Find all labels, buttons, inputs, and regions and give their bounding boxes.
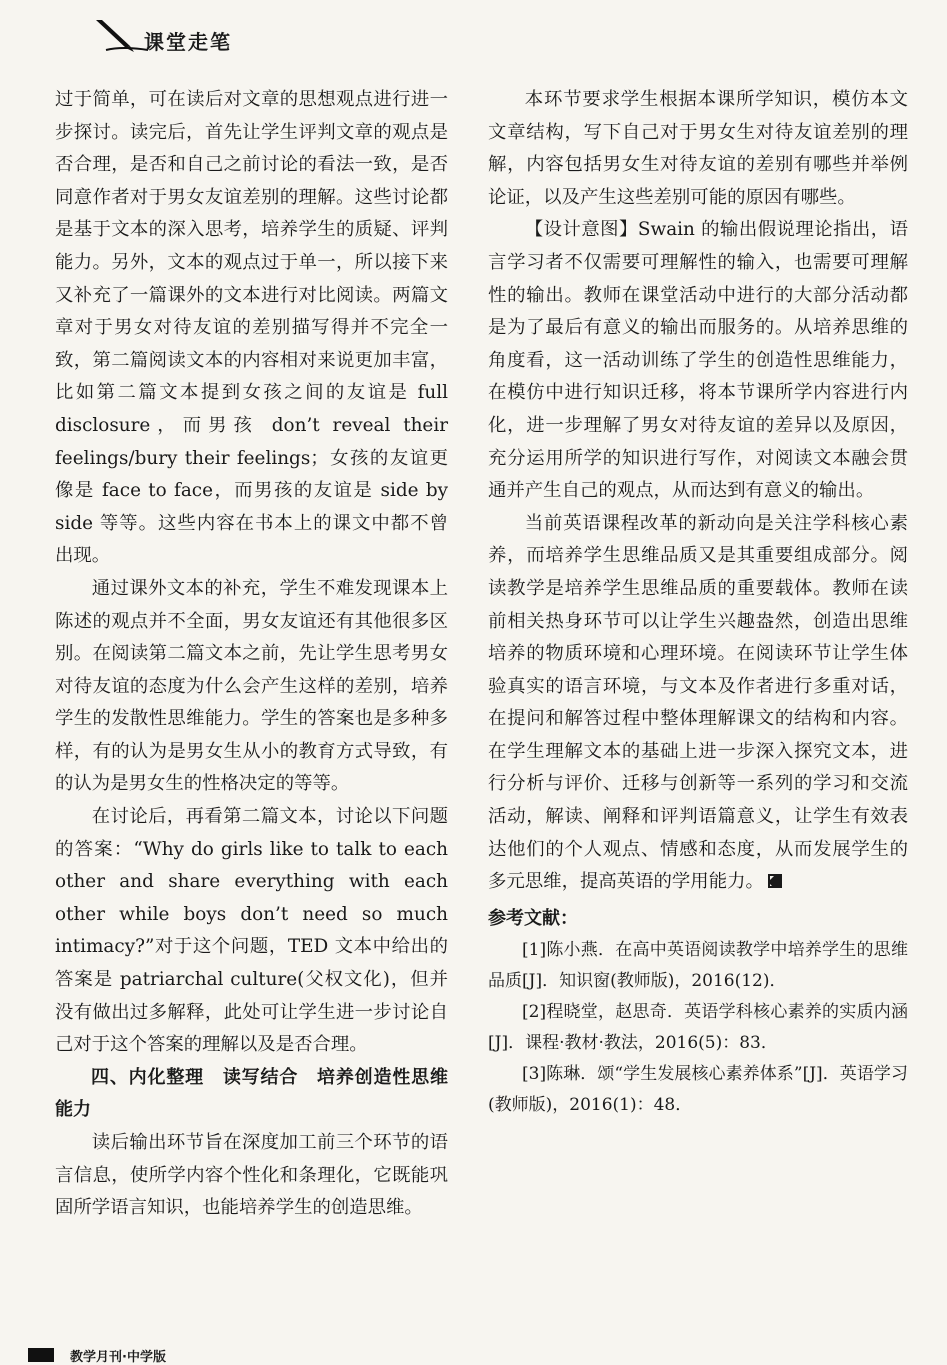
paragraph: 本环节要求学生根据本课所学知识，模仿本文文章结构，写下自己对于男女生对待友谊差别的理解，内容包括男女生对待友谊的差别有哪些并举例论证，以及产生这些差别可能的原因有哪些。: [488, 89, 908, 208]
paragraph: 读后输出环节旨在深度加工前三个环节的语言信息，使所学内容个性化和条理化，它既能巩固所学语言知识，也能培养学生的创造思维。: [55, 1132, 448, 1219]
paragraph: [488, 508, 908, 899]
left-column: [55, 84, 448, 1225]
paragraph: 【设计意图】Swain 的输出假说理论指出，语言学习者不仅需要可理解性的输入，也需要可理解性的输出。教师在课堂活动中进行的大部分活动都是为了最后有意义的输出而服务的。从培养思维的角度看，这一活动训练了学生的创造性思维能力，在模仿中进行知识迁移，将本节课所学内容进行内化，进一步理解了男女对待友谊的差异以及原因，充分运用所学的知识进行写作，对阅读文本融会贯通并产生自己的观点，从而达到有意义的输出。: [488, 219, 908, 502]
reference-item: [3]陈琳．颂“学生发展核心素养体系”[J]．英语学习(教师版)，2016(1)：48．: [488, 1064, 908, 1116]
paragraph: 通过课外文本的补充，学生不难发现课本上陈述的观点并不全面，男女友谊还有其他很多区别。在阅读第二篇文本之前，先让学生思考男女对待友谊的态度为什么会产生这样的差别，培养学生的发散性思维能力。学生的答案也是多种多样，有的认为是男女生从小的教育方式导致，有的认为是男女生的性格决定的等等。: [55, 577, 448, 795]
pen-icon: [92, 16, 152, 56]
paragraph: 过于简单，可在读后对文章的思想观点进行进一步探讨。读完后，首先让学生评判文章的观点是否合理，是否和自己之前讨论的看法一致，是否同意作者对于男女友谊差别的理解。这些讨论都是基于文本的深入思考，培养学生的质疑、评判能力。另外，文本的观点过于单一，所以接下来又补充了一篇课外的文本进行对比阅读。两篇文章对于男女对待友谊的差别描写得并不完全一致，第二篇阅读文本的内容相对来说更加丰富，比如第二篇文本提到女孩之间的友谊是 full disclosure，而男孩 don’t reveal their feelings/bury their feelings；女孩的友谊更像是 face to face，而男孩的友谊是 side by side 等等。这些内容在书本上的课文中都不曾出现。: [55, 89, 448, 567]
paragraph: 在讨论后，再看第二篇文本，讨论以下问题的答案：“Why do girls like to talk to each other and share everything with each other while boys don’t need so much intimacy?”对于这个问题，TED 文本中给出的答案是 patriarchal culture(父权文化)，但并没有做出过多解释，此处可让学生进一步讨论自己对于这个答案的理解以及是否合理。: [55, 806, 448, 1056]
end-mark-icon: [768, 874, 782, 888]
page-footer: [28, 1346, 328, 1365]
section-title: 课堂走笔: [144, 30, 232, 54]
reference-item: [2]程晓堂，赵思奇．英语学科核心素养的实质内涵[J]．课程·教材·教法，2016(5)：83．: [488, 1002, 908, 1054]
page-header: [92, 16, 392, 56]
references-title: 参考文献：: [488, 907, 578, 929]
right-column: [488, 84, 908, 1121]
reference-item: [1]陈小燕．在高中英语阅读教学中培养学生的思维品质[J]．知识窗(教师版)，2016(12)．: [488, 940, 908, 992]
footer-bar: [28, 1348, 54, 1362]
section-heading: 四、内化整理 读写结合 培养创造性思维能力: [55, 1066, 448, 1121]
paragraph-text: 当前英语课程改革的新动向是关注学科核心素养，而培养学生思维品质又是其重要组成部分。阅读教学是培养学生思维品质的重要载体。教师在读前相关热身环节可以让学生兴趣盎然，创造出思维培养的物质环境和心理环境。在阅读环节让学生体验真实的语言环境，与文本及作者进行多重对话，在提问和解答过程中整体理解课文的结构和内容。在学生理解文本的基础上进一步深入探究文本，进行分析与评价、迁移与创新等一系列的学习和交流活动，解读、阐释和评判语篇意义，让学生有效表达他们的个人观点、情感和态度，从而发展学生的多元思维，提高英语的学用能力。: [488, 512, 908, 893]
journal-name: 教学月刊·中学版: [70, 1350, 166, 1365]
